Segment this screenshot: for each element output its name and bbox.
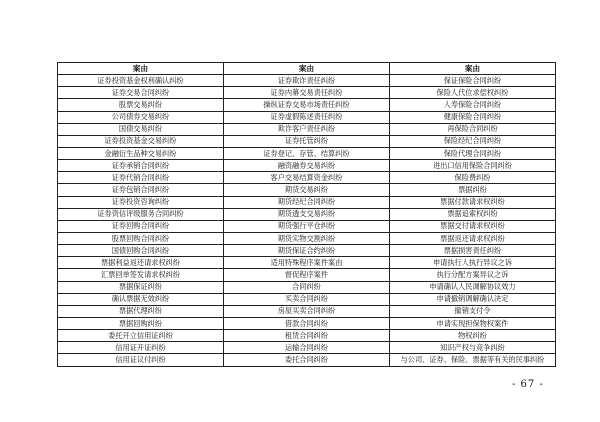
- table-row: [58, 305, 556, 317]
- table-cell: 股票回购合同纠纷: [58, 232, 224, 244]
- column-header: 案由: [58, 63, 224, 75]
- table-cell: 信用证议付纠纷: [58, 354, 224, 366]
- table-cell: 期货保证合约纠纷: [224, 245, 390, 257]
- table-cell: 期货强行平仓纠纷: [224, 220, 390, 232]
- table-cell: 证券回购合同纠纷: [58, 220, 224, 232]
- table-cell: 票据利益返还请求权纠纷: [58, 257, 224, 269]
- table-cell: 确认票据无效纠纷: [58, 293, 224, 305]
- table-cell: 证券投资基金交易纠纷: [58, 135, 224, 147]
- table-cell: 保险经纪合同纠纷: [390, 135, 556, 147]
- table-cell: 汇票回单签发请求权纠纷: [58, 269, 224, 281]
- table-row: [58, 354, 556, 366]
- table-row: [58, 293, 556, 305]
- table-header: [58, 63, 556, 75]
- table-cell: 公司债券交易纠纷: [58, 111, 224, 123]
- table-cell: 委托开立信用证纠纷: [58, 330, 224, 342]
- table-cell: 执行分配方案异议之诉: [390, 269, 556, 281]
- column-header: 案由: [224, 63, 390, 75]
- table-cell: 欺诈客户责任纠纷: [224, 123, 390, 135]
- table-cell: 证券投资基金权利确认纠纷: [58, 75, 224, 87]
- table-row: [58, 75, 556, 87]
- table-cell: 票据保证纠纷: [58, 281, 224, 293]
- table-cell: 买卖合同纠纷: [224, 293, 390, 305]
- table-cell: 客户交易结算资金纠纷: [224, 172, 390, 184]
- table-cell: 知识产权与竞争纠纷: [390, 342, 556, 354]
- table-cell: 租赁合同纠纷: [224, 330, 390, 342]
- table-row: [58, 342, 556, 354]
- table-cell: 票据回购纠纷: [58, 317, 224, 329]
- table-cell: 进出口信用保险合同纠纷: [390, 160, 556, 172]
- table-cell: 申请实现担保物权案件: [390, 317, 556, 329]
- table-cell: 保险费纠纷: [390, 172, 556, 184]
- table-cell: 运输合同纠纷: [224, 342, 390, 354]
- table-cell: 人寿保险合同纠纷: [390, 99, 556, 111]
- table-cell: 督促程序案件: [224, 269, 390, 281]
- table-cell: 证券代销合同纠纷: [58, 172, 224, 184]
- table-cell: 融资融券交易纠纷: [224, 160, 390, 172]
- table-row: [58, 330, 556, 342]
- table-row: [58, 135, 556, 147]
- table-cell: 证券交易合同纠纷: [58, 87, 224, 99]
- table-cell: 物权纠纷: [390, 330, 556, 342]
- column-header: 案由: [390, 63, 556, 75]
- table-row: [58, 123, 556, 135]
- table-cell: 票据纠纷: [390, 184, 556, 196]
- table-cell: 保险代理合同纠纷: [390, 147, 556, 159]
- table-cell: 保证保险合同纠纷: [390, 75, 556, 87]
- table-cell: 申请撤销调解确认决定: [390, 293, 556, 305]
- table-cell: 申请执行人执行异议之诉: [390, 257, 556, 269]
- table-cell: 适用特殊程序案件案由: [224, 257, 390, 269]
- table-cell: 合同纠纷: [224, 281, 390, 293]
- table-cell: 借款合同纠纷: [224, 317, 390, 329]
- table-cell: 证券欺诈责任纠纷: [224, 75, 390, 87]
- table-row: [58, 257, 556, 269]
- table-cell: 证券投资咨询纠纷: [58, 196, 224, 208]
- table-cell: 期货实物交割纠纷: [224, 232, 390, 244]
- table-cell: 证券包销合同纠纷: [58, 184, 224, 196]
- table-row: [58, 172, 556, 184]
- table-cell: 票据交付请求权纠纷: [390, 220, 556, 232]
- table-row: [58, 220, 556, 232]
- table-row: [58, 208, 556, 220]
- table-row: [58, 196, 556, 208]
- table-cell: 证券资信评级服务合同纠纷: [58, 208, 224, 220]
- table-row: [58, 317, 556, 329]
- table-cell: 票据代理纠纷: [58, 305, 224, 317]
- table-cell: 健康保险合同纠纷: [390, 111, 556, 123]
- table-cell: 操纵证券交易市场责任纠纷: [224, 99, 390, 111]
- table-cell: 房屋买卖合同纠纷: [224, 305, 390, 317]
- table-cell: 金融衍生品种交易纠纷: [58, 147, 224, 159]
- table-cell: 期货透支交易纠纷: [224, 208, 390, 220]
- table-cell: 证券登记、存管、结算纠纷: [224, 147, 390, 159]
- table-cell: 撤销支付令: [390, 305, 556, 317]
- table-row: [58, 99, 556, 111]
- page-number: - 67 -: [512, 379, 544, 390]
- table-cell: 证券内幕交易责任纠纷: [224, 87, 390, 99]
- table-cell: 票据返还请求权纠纷: [390, 232, 556, 244]
- table-row: [58, 245, 556, 257]
- table-row: [58, 281, 556, 293]
- table-cell: 票据损害责任纠纷: [390, 245, 556, 257]
- table-cell: 票据追索权纠纷: [390, 208, 556, 220]
- table-cell: 申请确认人民调解协议效力: [390, 281, 556, 293]
- table-cell: 委托合同纠纷: [224, 354, 390, 366]
- table-cell: 国债交易纠纷: [58, 123, 224, 135]
- table-cell: 国债回购合同纠纷: [58, 245, 224, 257]
- header-row: [58, 63, 556, 75]
- table-row: [58, 160, 556, 172]
- case-cause-table: [57, 62, 556, 367]
- table-cell: 信用证开证纠纷: [58, 342, 224, 354]
- table-cell: 保险人代位求偿权纠纷: [390, 87, 556, 99]
- table-cell: 与公司、证券、保险、票据等有关的民事纠纷: [390, 354, 556, 366]
- table-cell: 证券承销合同纠纷: [58, 160, 224, 172]
- table-cell: 再保险合同纠纷: [390, 123, 556, 135]
- table-cell: 票据付款请求权纠纷: [390, 196, 556, 208]
- table-row: [58, 184, 556, 196]
- table-row: [58, 147, 556, 159]
- table-cell: 证券托管纠纷: [224, 135, 390, 147]
- table-body: [58, 75, 556, 366]
- table-cell: 股票交易纠纷: [58, 99, 224, 111]
- table-cell: 证券虚假陈述责任纠纷: [224, 111, 390, 123]
- table-row: [58, 232, 556, 244]
- table-row: [58, 269, 556, 281]
- table-cell: 期货经纪合同纠纷: [224, 196, 390, 208]
- table-row: [58, 87, 556, 99]
- table-row: [58, 111, 556, 123]
- table-cell: 期货交易纠纷: [224, 184, 390, 196]
